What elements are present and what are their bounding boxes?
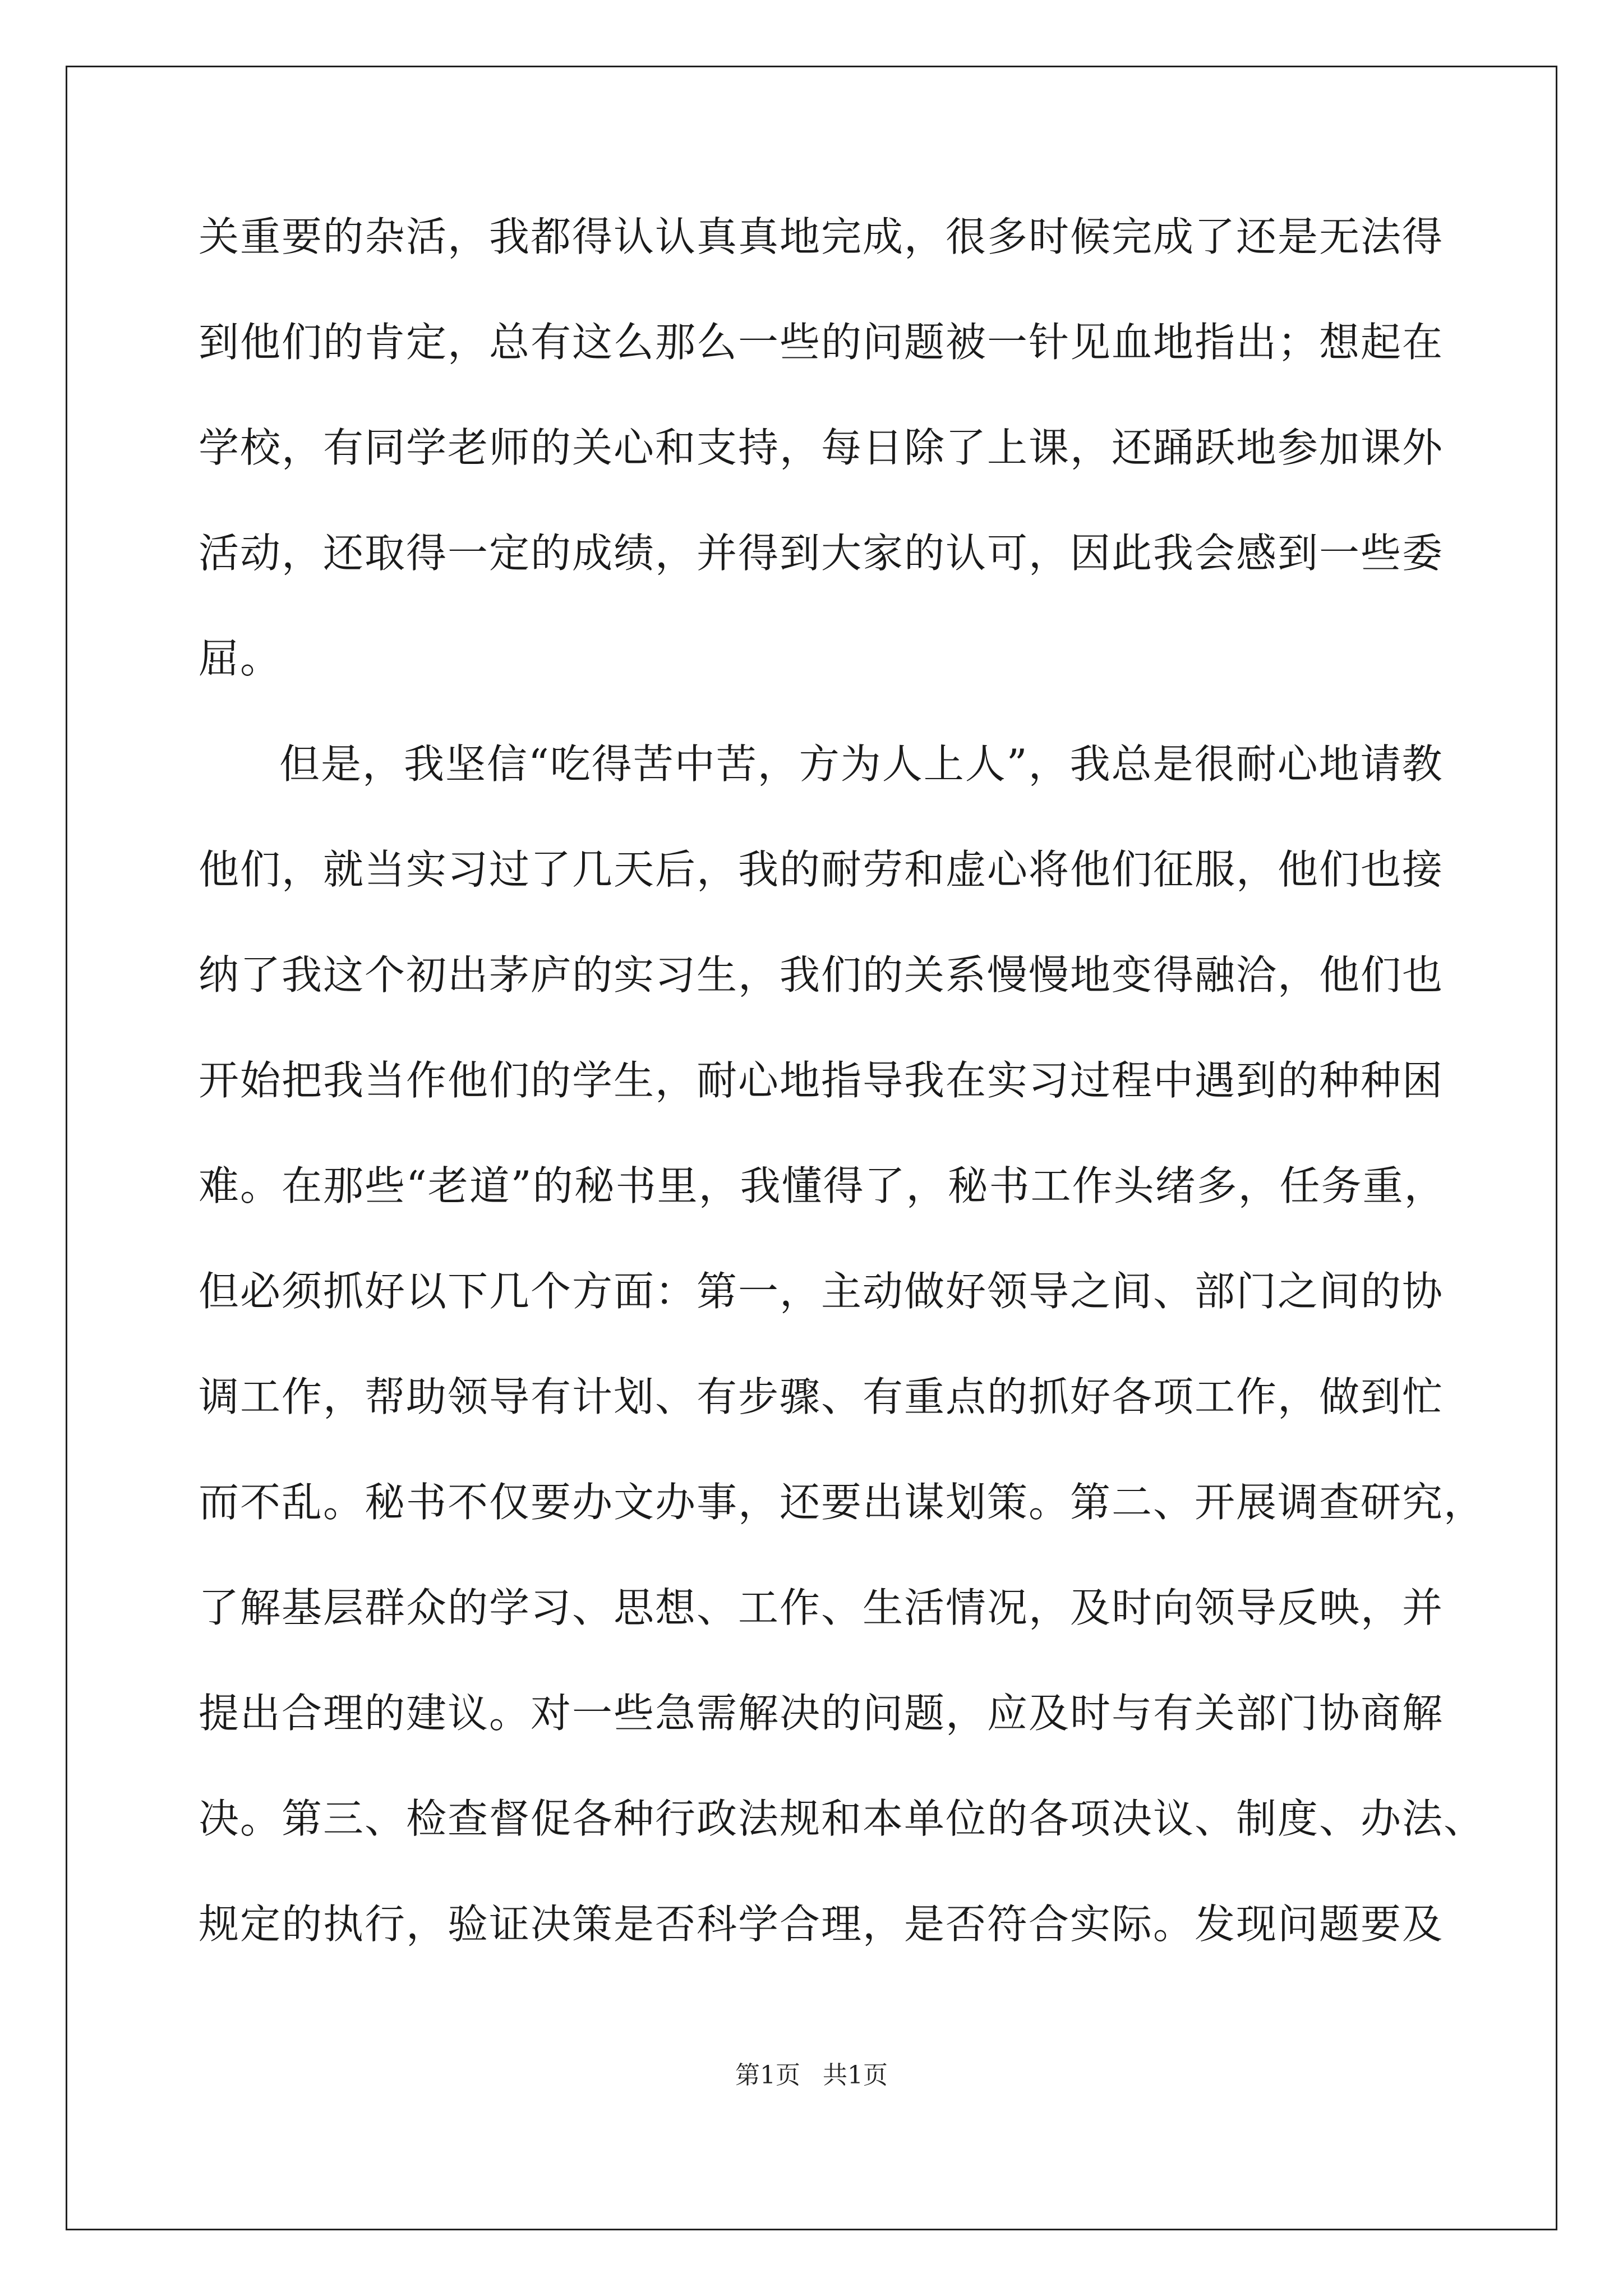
text-line: 调工作，帮助领导有计划、有步骤、有重点的抓好各项工作，做到忙 xyxy=(199,1373,1444,1420)
text-line: 他们，就当实习过了几天后，我的耐劳和虚心将他们征服，他们也接 xyxy=(199,846,1444,893)
page-number-total: 共1页 xyxy=(823,2061,888,2090)
text-line: 了解基层群众的学习、思想、工作、生活情况，及时向领导反映，并 xyxy=(199,1584,1444,1631)
text-line: 学校，有同学老师的关心和支持，每日除了上课，还踊跃地参加课外 xyxy=(199,424,1444,471)
text-line: 规定的执行，验证决策是否科学合理，是否符合实际。发现问题要及 xyxy=(199,1901,1444,1948)
text-line: 而不乱。秘书不仅要办文办事，还要出谋划策。第二、开展调查研究， xyxy=(199,1479,1486,1526)
page-footer xyxy=(0,2059,1623,2092)
text-line: 到他们的肯定，总有这么那么一些的问题被一针见血地指出；想起在 xyxy=(199,319,1444,366)
text-line: 决。第三、检查督促各种行政法规和本单位的各项决议、制度、办法、 xyxy=(199,1795,1486,1842)
text-line: 纳了我这个初出茅庐的实习生，我们的关系慢慢地变得融洽，他们也 xyxy=(199,951,1444,999)
text-line: 提出合理的建议。对一些急需解决的问题，应及时与有关部门协商解 xyxy=(199,1690,1444,1737)
paragraph-first-line: 但是，我坚信“吃得苦中苦，方为人上人”，我总是很耐心地请教 xyxy=(279,740,1444,788)
page-number-current: 第1页 xyxy=(735,2061,800,2090)
text-line: 但必须抓好以下几个方面：第一，主动做好领导之间、部门之间的协 xyxy=(199,1268,1444,1315)
text-line: 活动，还取得一定的成绩，并得到大家的认可，因此我会感到一些委 xyxy=(199,530,1444,577)
text-line: 屈。 xyxy=(199,635,282,682)
text-line: 难。在那些“老道”的秘书里，我懂得了，秘书工作头绪多，任务重， xyxy=(199,1162,1446,1209)
text-line: 关重要的杂活，我都得认认真真地完成，很多时候完成了还是无法得 xyxy=(199,213,1444,260)
text-line: 开始把我当作他们的学生，耐心地指导我在实习过程中遇到的种种困 xyxy=(199,1057,1444,1104)
